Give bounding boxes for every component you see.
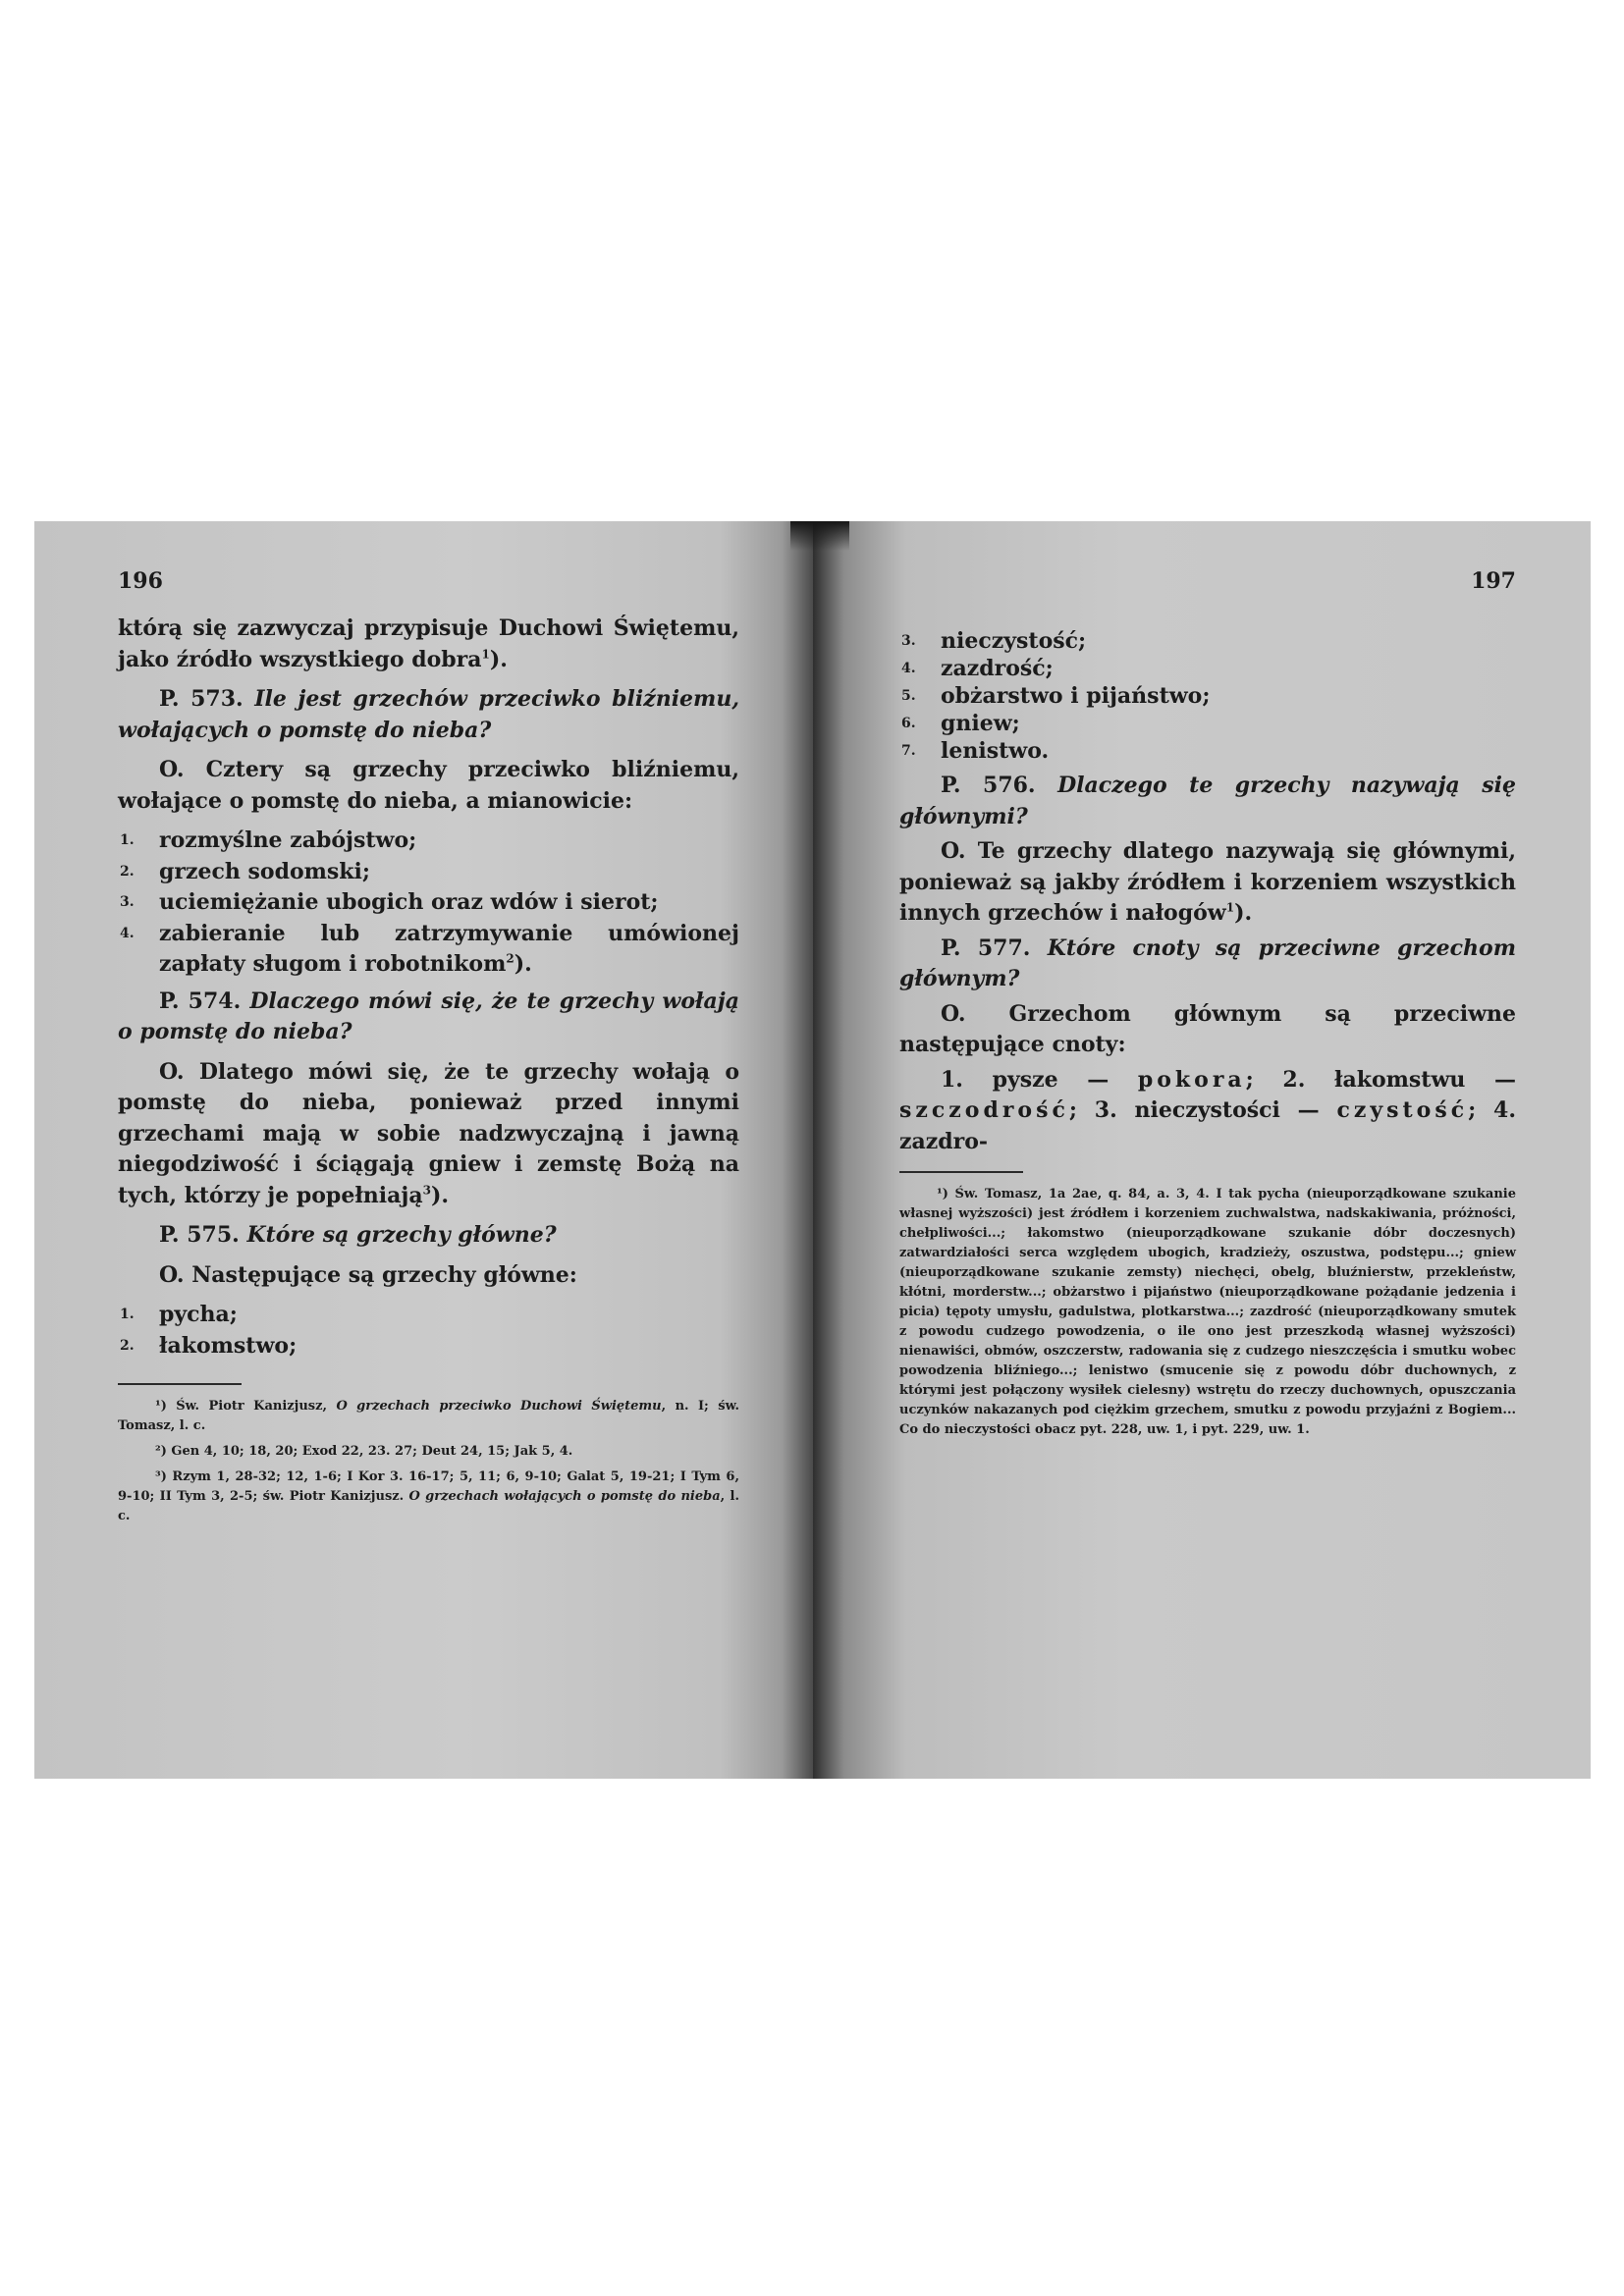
list-item: 5. obżarstwo i pijaństwo;	[901, 683, 1211, 709]
book-scan	[34, 521, 1591, 1779]
footnotes-left	[118, 1397, 739, 1526]
virtues-line: 1. pysze — pokora; 2. łakomstwu — szczodrość; 3. nieczystości — czystość; 4. zazdro-	[899, 1066, 1517, 1154]
footnote-rule	[899, 1171, 1023, 1173]
left-column	[118, 614, 739, 1532]
list-item: 2. łakomstwo;	[120, 1332, 298, 1359]
question-573: P. 573. Ile jest grzechów przeciwko bliźniemu, wołających o pomstę do nieba?	[118, 686, 739, 743]
answer-573: O. Cztery są grzechy przeciwko bliźniemu, wołające o pomstę do nieba, a mianowicie:	[118, 757, 739, 814]
list-item: 1. rozmyślne zabójstwo;	[120, 828, 417, 853]
question-576: P. 576. Dlaczego te grzechy nazywają się głównymi?	[899, 773, 1516, 829]
answer-575: O. Następujące są grzechy główne:	[159, 1261, 577, 1288]
page-number-right: 197	[1471, 568, 1516, 594]
list-item: 3. uciemiężanie ubogich oraz wdów i sierot;	[120, 889, 659, 915]
right-page	[813, 521, 1591, 1779]
list-item: 7. lenistwo.	[901, 738, 1050, 764]
list-item: 4. zazdrość;	[901, 656, 1054, 681]
footnote-2: ²) Gen 4, 10; 18, 20; Exod 22, 23. 27; Deut 24, 15; Jak 5, 4.	[155, 1444, 573, 1459]
footnote-rule	[118, 1383, 242, 1385]
answer-576: O. Te grzechy dlatego nazywają się głównymi, ponieważ są jakby źródłem i korzeniem wszystkich innych grzechów i nałogów$^1$).	[899, 838, 1516, 926]
book-gutter-shadow	[790, 521, 849, 551]
footnote-3: ³) Rzym 1, 28-32; 12, 1-6; I Kor 3. 16-17; 5, 11; 6, 9-10; Galat 5, 19-21; I Tym 6, 9-10; II Tym 3, 2-5; św. Piotr Kanizjusz. O grzechach wołających o pomstę do nieba, l. c.	[118, 1469, 740, 1523]
list-item: 4. zabieranie lub zatrzymywanie umówionej zapłaty sługom i robotnikom$^2$).	[120, 920, 739, 977]
page-number-left: 196	[118, 568, 163, 594]
question-577: P. 577. Które cnoty są przeciwne grzechom głównym?	[899, 934, 1516, 991]
answer-574: O. Dlatego mówi się, że te grzechy wołają o pomstę do nieba, ponieważ przed innymi grzechami mają w sobie nadzwyczajną i jawną niegodziwość i ściągają gniew i zemstę Bożą na tych, którzy je popełniają$^3$).	[118, 1058, 739, 1208]
question-574: P. 574. Dlaczego mówi się, że te grzechy wołają o pomstę do nieba?	[118, 988, 739, 1044]
sins-list	[118, 826, 739, 981]
list-item: 2. grzech sodomski;	[120, 858, 371, 884]
footnote-1: ¹) Św. Tomasz, 1a 2ae, q. 84, a. 3, 4. I tak pycha (nieuporządkowane szukanie własnej wyższości) jest źródłem i korzeniem zuchwalstwa, nadskakiwania, próżności, chełpliwości...; łakomstwo (nieuporządkowane szukanie dóbr doczesnych) zatwardziałości serca względem ubogich, kradzieży, oszustwa, podstępu...; gniew (nieuporządkowane szukanie zemsty) niechęci, obelg, bluźnierstw, przekleństw, kłótni, morderstw...; obżarstwo i pijaństwo (nieuporządkowane pożądanie jedzenia i picia) tępoty umysłu, gadulstwa, plotkarstwa...; zazdrość (nieuporządkowany smutek z powodu cudzego powodzenia, o ile ono jest przeszkodą własnej wyższości) nienawiści, obmów, oszczerstw, radowania się z cudzego nieszczęścia i smutku wobec powodzenia bliźniego...; lenistwo (smucenie się z powodu dóbr duchownych, z którymi jest połączony wysiłek cielesny) wstrętu do rzeczy duchownych, opuszczania uczynków nakazanych pod ciężkim grzechem, smutku z powodu przyjaźni z Bogiem... Co do nieczystości obacz pyt. 228, uw. 1, i pyt. 229, uw. 1.	[899, 1187, 1516, 1437]
left-page	[34, 521, 813, 1779]
list-item: 1. pycha;	[120, 1302, 238, 1327]
list-item: 6. gniew;	[901, 711, 1020, 736]
continuation-paragraph: którą się zazwyczaj przypisuje Duchowi Świętemu, jako źródło wszystkiego dobra$^1$).	[118, 615, 739, 672]
footnote-1: ¹) Św. Piotr Kanizjusz, O grzechach przeciwko Duchowi Świętemu, n. I; św. Tomasz, l. c.	[118, 1399, 739, 1433]
question-575: P. 575. Które są grzechy główne?	[159, 1222, 557, 1248]
right-column	[899, 627, 1516, 1446]
answer-577: O. Grzechom głównym są przeciwne następujące cnoty:	[899, 1000, 1516, 1057]
capital-sins-list	[118, 1300, 739, 1362]
capital-sins-list-continued	[899, 627, 1516, 765]
list-item: 3. nieczystość;	[901, 628, 1087, 654]
footnotes-right	[899, 1185, 1516, 1440]
